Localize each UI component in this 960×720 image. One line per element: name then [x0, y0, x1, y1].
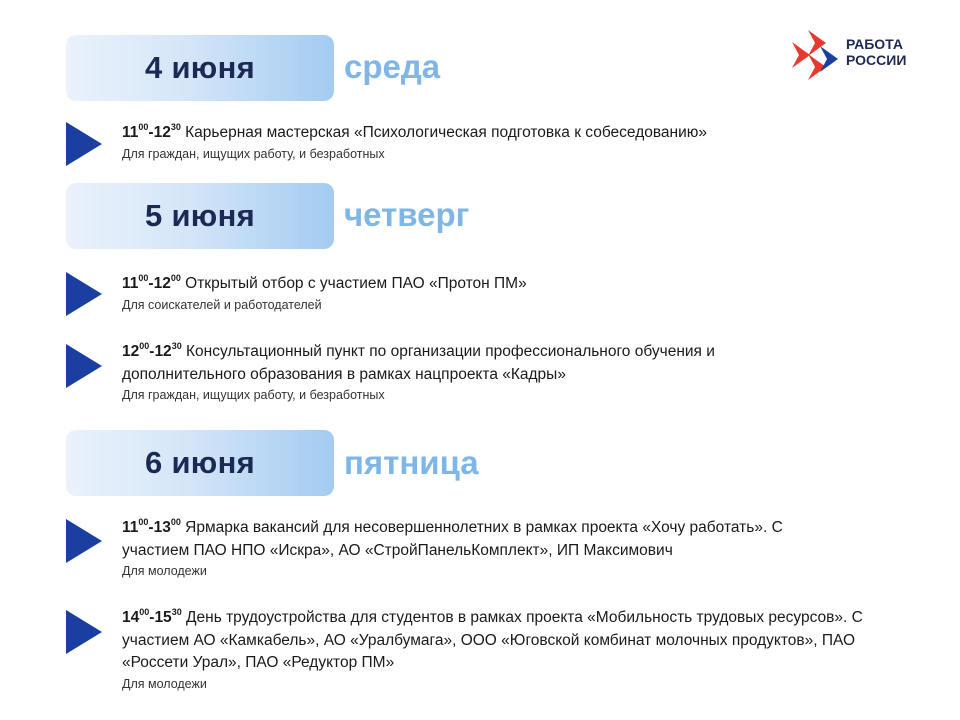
event-title: Ярмарка вакансий для несовершеннолетних в рамках проекта «Хочу работать». С участием ПАО НПО «Искра», АО «СтройПанельКомплект», ИП Максимович — [122, 519, 783, 559]
day-weekday: пятница — [344, 444, 479, 481]
play-arrow-icon — [66, 122, 102, 166]
event-item — [122, 517, 842, 580]
play-arrow-icon — [66, 610, 102, 654]
event-title-line — [122, 341, 812, 386]
day-weekday: среда — [344, 48, 441, 85]
event-title-line — [122, 273, 902, 296]
logo-line-2: РОССИИ — [846, 52, 907, 68]
event-audience: Для молодежи — [122, 564, 207, 578]
day-pill-1 — [66, 35, 334, 101]
logo-line-1: РАБОТА — [846, 36, 903, 52]
event-time: $14^{00}-15^{30}$ — [122, 606, 182, 626]
logo-text — [846, 36, 906, 68]
event-item — [122, 341, 812, 404]
day-weekday: четверг — [344, 196, 470, 233]
day-date: 5 июня — [145, 198, 255, 233]
event-item — [122, 122, 902, 163]
event-audience: Для граждан, ищущих работу, и безработных — [122, 146, 385, 161]
event-audience: Для граждан, ищущих работу, и безработных — [122, 388, 385, 402]
event-title-line — [122, 517, 842, 562]
day-date: 6 июня — [145, 445, 255, 480]
event-audience: Для соискателей и работодателей — [122, 297, 322, 312]
play-arrow-icon — [66, 272, 102, 316]
play-arrow-icon — [66, 519, 102, 563]
event-item — [122, 607, 902, 693]
day-pill-3 — [66, 430, 334, 496]
event-time: $11^{00}-12^{00}$ — [122, 272, 181, 292]
event-time: $12^{00}-12^{30}$ — [122, 340, 182, 360]
event-title: Карьерная мастерская «Психологическая подготовка к собеседованию» — [185, 124, 708, 141]
day-date: 4 июня — [145, 50, 255, 85]
event-time: $11^{00}-13^{00}$ — [122, 516, 181, 536]
event-audience: Для молодежи — [122, 676, 207, 691]
event-time: $11^{00}-12^{30}$ — [122, 121, 181, 141]
event-title: Открытый отбор с участием ПАО «Протон ПМ» — [185, 275, 527, 292]
event-title: Консультационный пункт по организации профессионального обучения и дополнительного образования в рамках нацпроекта «Кадры» — [122, 343, 715, 383]
event-item — [122, 273, 902, 314]
rabota-rossii-logo — [790, 28, 930, 82]
event-title-line — [122, 607, 902, 675]
day-pill-2 — [66, 183, 334, 249]
event-title: День трудоустройства для студентов в рамках проекта «Мобильность трудовых ресурсов». С участием АО «Камкабель», АО «Уралбумага», ООО «Юговской комбинат молочных продуктов», ПАО «Россети Урал», ПАО «Редуктор ПМ» — [122, 609, 863, 671]
play-arrow-icon — [66, 344, 102, 388]
event-title-line — [122, 122, 902, 145]
logo-chevrons-icon — [790, 28, 842, 82]
